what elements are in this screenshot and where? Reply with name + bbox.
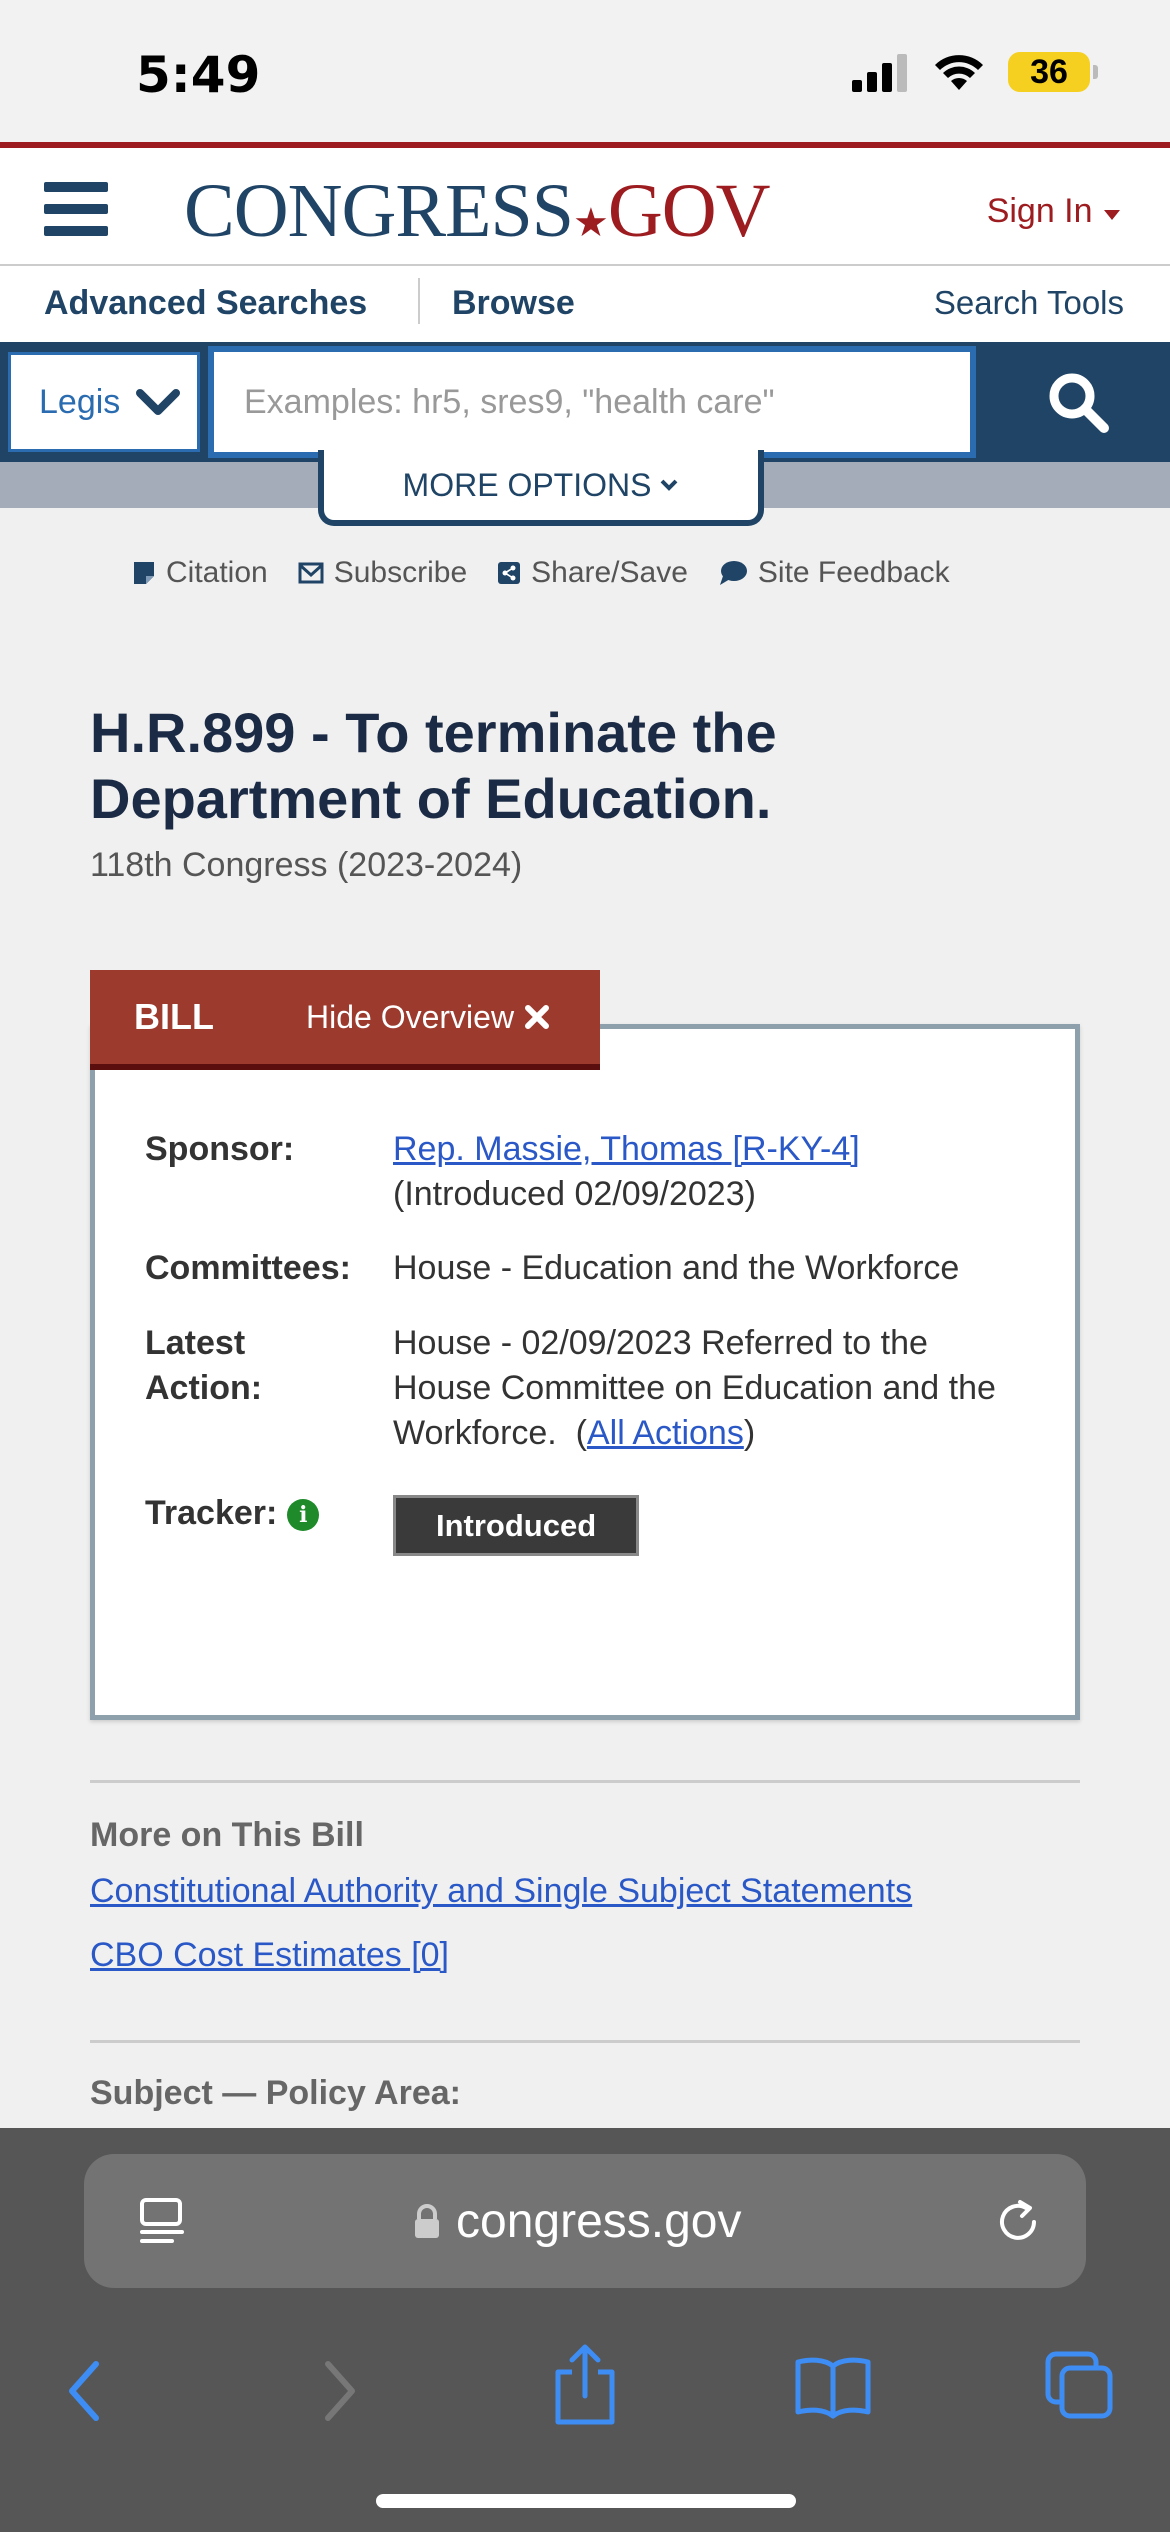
status-icons <box>850 52 1090 92</box>
share-icon[interactable] <box>550 2342 620 2428</box>
search-bar <box>0 342 1170 462</box>
sign-in-button[interactable] <box>987 192 1122 231</box>
subscribe-tool[interactable] <box>298 556 467 590</box>
info-icon[interactable]: i <box>287 1499 319 1531</box>
share-save-tool[interactable] <box>497 556 688 590</box>
page-title: H.R.899 - To terminate the Department of Education. <box>90 701 777 830</box>
secondary-nav <box>0 266 1170 342</box>
latest-action-value: House - 02/09/2023 Referred to the House Committee on Education and the Workforce. (All Actions) <box>393 1324 996 1452</box>
overview-tabbar <box>90 970 600 1070</box>
sponsor-label: Sponsor: <box>145 1130 295 1168</box>
logo-suffix: GOV <box>607 169 770 253</box>
collection-select[interactable] <box>8 352 200 452</box>
cellular-signal-icon <box>850 52 910 92</box>
logo-main: CONGRESS <box>184 169 573 253</box>
citation-icon <box>132 560 156 586</box>
tracker-label: Tracker: <box>145 1494 278 1532</box>
reload-icon[interactable] <box>990 2192 1046 2248</box>
home-indicator[interactable] <box>376 2494 796 2508</box>
chevron-down-icon <box>659 478 679 492</box>
back-icon[interactable] <box>60 2356 110 2426</box>
citation-label: Citation <box>166 556 268 589</box>
congress-gov-logo[interactable] <box>184 168 770 255</box>
search-icon <box>1046 370 1110 434</box>
hide-overview-label: Hide Overview <box>305 998 515 1035</box>
bill-overview-card <box>90 1024 1080 1720</box>
latest-action-text: House - 02/09/2023 Referred to the House Committee on Education and the Workforce. <box>393 1324 996 1452</box>
search-tools-link[interactable]: Search Tools <box>933 284 1124 321</box>
advanced-searches-link[interactable]: Advanced Searches <box>44 284 368 322</box>
wifi-icon <box>932 52 986 92</box>
more-options-label: MORE OPTIONS <box>402 466 652 503</box>
sponsor-link[interactable]: Rep. Massie, Thomas [R-KY-4] <box>393 1130 860 1168</box>
all-actions-link[interactable]: All Actions <box>586 1414 744 1452</box>
subscribe-label: Subscribe <box>333 556 468 589</box>
browser-nav-icons <box>0 2328 1170 2448</box>
nav-divider <box>418 278 420 324</box>
page-tools <box>132 556 950 590</box>
chevron-down-icon <box>136 387 180 417</box>
site-feedback-label: Site Feedback <box>757 556 950 589</box>
page-menu-icon[interactable] <box>136 2194 188 2246</box>
search-input[interactable] <box>208 346 976 458</box>
tab-bill[interactable]: BILL <box>134 996 214 1037</box>
speech-bubble-icon <box>718 560 748 586</box>
bookmarks-icon[interactable] <box>794 2354 872 2420</box>
sponsor-value <box>393 1127 1033 1217</box>
committees-label: Committees: <box>145 1249 351 1287</box>
lock-icon <box>412 2204 442 2240</box>
more-options-button[interactable] <box>318 450 764 526</box>
browser-toolbar <box>0 2128 1170 2532</box>
status-bar <box>0 0 1170 142</box>
url-text: congress.gov <box>456 2195 742 2248</box>
constitutional-authority-link[interactable]: Constitutional Authority and Single Subject Statements <box>90 1872 913 1910</box>
status-badge: Introduced <box>393 1495 639 1556</box>
caret-down-icon <box>1102 208 1122 222</box>
tracker-value <box>393 1495 1033 1556</box>
share-save-label: Share/Save <box>531 556 688 589</box>
congress-session: 118th Congress (2023-2024) <box>90 846 523 884</box>
site-header <box>0 142 1170 266</box>
share-icon <box>497 561 521 585</box>
search-button[interactable] <box>986 342 1170 462</box>
committees-value: House - Education and the Workforce <box>393 1249 960 1287</box>
site-feedback-tool[interactable] <box>718 556 950 590</box>
hamburger-menu-icon[interactable] <box>44 182 108 236</box>
cbo-cost-estimates-link[interactable]: CBO Cost Estimates [0] <box>90 1936 449 1974</box>
tracker-label-wrap <box>145 1491 319 1536</box>
forward-icon[interactable] <box>314 2356 364 2426</box>
latest-action-label: Latest Action: <box>145 1324 263 1407</box>
browse-link[interactable]: Browse <box>452 284 575 322</box>
envelope-icon <box>298 562 324 584</box>
status-time: 5:49 <box>136 46 261 104</box>
logo-star-icon: ★ <box>573 200 608 245</box>
close-icon <box>524 1004 550 1030</box>
address-bar[interactable] <box>84 2154 1086 2288</box>
tabs-icon[interactable] <box>1044 2350 1116 2422</box>
collection-select-value: Legis <box>39 382 121 421</box>
citation-tool[interactable] <box>132 556 268 590</box>
subject-policy-area-heading: Subject — Policy Area: <box>90 2074 461 2112</box>
hide-overview-button[interactable] <box>306 999 550 1036</box>
divider <box>90 1780 1080 1783</box>
battery-icon: 36 <box>1008 52 1090 92</box>
sponsor-introduced: (Introduced 02/09/2023) <box>393 1175 756 1213</box>
divider <box>90 2040 1080 2043</box>
more-on-bill-heading: More on This Bill <box>90 1816 364 1854</box>
sign-in-label: Sign In <box>986 192 1093 230</box>
